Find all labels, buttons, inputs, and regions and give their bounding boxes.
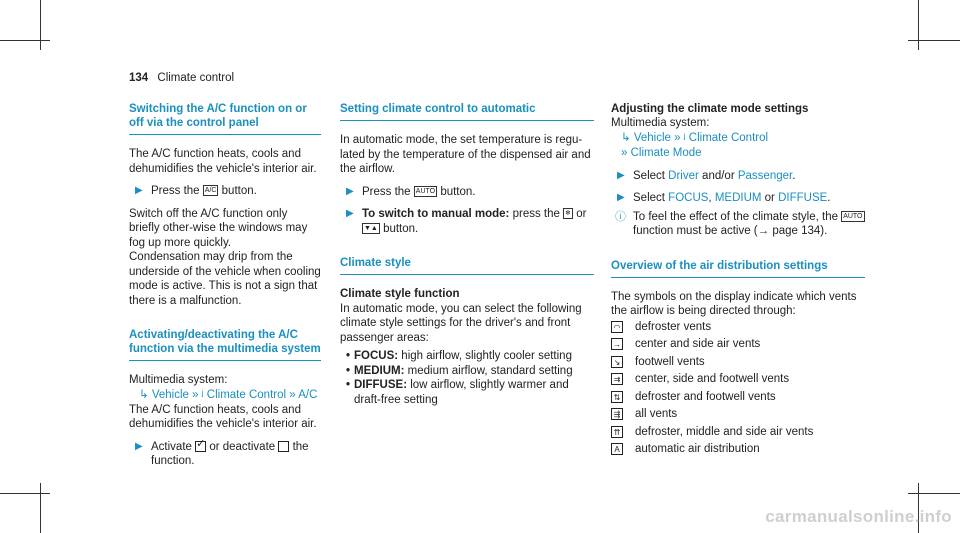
defroster-vents-icon: ◠ (611, 321, 623, 333)
paragraph: Multimedia system: (611, 117, 710, 129)
checkbox-empty-icon (278, 441, 289, 452)
list-item: ◠ defroster vents (611, 319, 865, 337)
step-arrow-icon: ▶ (346, 185, 354, 197)
list-item: ⇉ center, side and footwell vents (611, 371, 865, 389)
center-side-vents-icon: → (613, 340, 621, 349)
instruction-step: ▶ Activate ✓ or deactivate the function. (129, 440, 321, 469)
heading-ac-control-panel: Switching the A/C function on or off via the control panel (129, 102, 321, 135)
crop-mark (0, 40, 50, 41)
heading-climate-mode: Adjusting the climate mode settings (611, 103, 809, 115)
menu-item-vehicle[interactable]: Vehicle (151, 388, 189, 401)
menu-item-ac[interactable]: A/C (298, 388, 318, 401)
list-item: ⇅ defroster and footwell vents (611, 389, 865, 407)
step-arrow-icon: ▶ (346, 208, 354, 219)
option-focus[interactable]: FOCUS (668, 192, 709, 204)
option-diffuse[interactable]: DIFFUSE (778, 192, 828, 204)
fan-off-button-icon: ❄ (565, 210, 571, 218)
menu-path (611, 131, 865, 161)
paragraph: In automatic mode, you can select the following climate style settings for the driver's and front passenger areas: (340, 302, 582, 344)
auto-button-icon: AUTO (415, 187, 436, 195)
instruction-step: ▶ Select Driver and/or Passenger. (611, 169, 865, 184)
subheading-climate-style-function: Climate style function (340, 288, 460, 300)
instruction-step: ▶ To switch to manual mode: press the ❄ or ▼▲ button. (340, 207, 594, 236)
paragraph: Condensation may drip from the underside of the vehicle when cooling mode is active. This is not a sign that there is a malfunction. (129, 251, 321, 307)
step-arrow-icon: ▶ (617, 192, 625, 203)
all-vents-icon: ⇶ (611, 408, 623, 420)
menu-item-climate-mode[interactable]: Climate Mode (630, 146, 702, 159)
symbol-list (611, 319, 865, 459)
step-arrow-icon: ▶ (617, 169, 625, 181)
menu-item-climate-control[interactable]: Climate Control (688, 131, 769, 144)
list-item: ⇶ all vents (611, 406, 865, 424)
automatic-distribution-icon: A (611, 443, 623, 455)
list-item: ↘ footwell vents (611, 354, 865, 372)
list-item: • MEDIUM: medium airflow, standard setting (346, 364, 573, 377)
column-3 (611, 102, 865, 459)
list-item: ⇈ defroster, middle and side air vents (611, 424, 865, 442)
menu-entry-icon: ↳ (139, 388, 149, 401)
option-medium[interactable]: MEDIUM (714, 192, 762, 204)
menu-entry-icon: ↳ (621, 131, 631, 144)
paragraph: Multimedia system: (129, 374, 228, 386)
info-note: ⓘ To feel the effect of the climate style, the AUTO function must be active (→ page 134). (611, 210, 865, 239)
list-item: • FOCUS: high airflow, slightly cooler setting (346, 350, 572, 362)
heading-ac-multimedia: Activating/deactivating the A/C function via the multimedia system (129, 328, 321, 361)
crop-mark (918, 0, 919, 50)
menu-item-vehicle[interactable]: Vehicle (633, 131, 671, 144)
heading-automatic: Setting climate control to automatic (340, 102, 594, 121)
crop-mark (908, 40, 960, 41)
menu-path (129, 388, 321, 403)
watermark: carmanualsonline.info (765, 507, 952, 526)
list-item: A automatic air distribution (611, 441, 865, 459)
climate-seat-icon: ʲ (201, 388, 204, 401)
defroster-footwell-vents-icon: ⇅ (611, 391, 623, 403)
auto-button-icon: AUTO (843, 212, 863, 220)
airflow-up-down-button-icon: ▼▲ (364, 224, 378, 232)
option-driver[interactable]: Driver (668, 169, 699, 182)
climate-seat-icon: ʲ (683, 131, 686, 144)
chevron-right-icon: » (192, 388, 199, 401)
instruction-step: ▶ Press the AUTO button. (340, 185, 594, 200)
climate-style-list (340, 349, 594, 407)
paragraph: The A/C function heats, cools and dehumidifies the vehicle's interior air. (129, 148, 317, 175)
defroster-middle-side-vents-icon: ⇈ (611, 426, 623, 438)
chevron-right-icon: » (674, 131, 681, 144)
crop-mark (40, 483, 41, 533)
paragraph: The A/C function heats, cools and dehumidifies the vehicle's interior air. (129, 403, 317, 430)
instruction-step: ▶ Select FOCUS, MEDIUM or DIFFUSE. (611, 191, 865, 206)
info-icon: ⓘ (615, 210, 626, 223)
footwell-vents-icon: ↘ (611, 356, 623, 368)
chevron-right-icon: » (621, 146, 628, 159)
center-side-footwell-vents-icon: ⇉ (611, 373, 623, 385)
column-1 (129, 102, 321, 469)
crop-mark (40, 0, 41, 50)
heading-climate-style: Climate style (340, 256, 594, 275)
checkbox-checked-icon (195, 441, 206, 452)
list-item: → center and side air vents (613, 338, 761, 350)
crop-mark (908, 493, 960, 494)
paragraph: Switch off the A/C function only briefly other-wise the windows may fog up more quickly. (129, 207, 308, 249)
option-passenger[interactable]: Passenger (737, 169, 793, 182)
instruction-step: ▶ Press the A/C button. (129, 184, 321, 199)
section-title: Climate control (157, 72, 235, 84)
page-number: 134 (129, 72, 149, 84)
step-arrow-icon: ▶ (135, 440, 143, 452)
menu-item-climate-control[interactable]: Climate Control (206, 388, 287, 401)
heading-air-distribution: Overview of the air distribution settings (611, 259, 865, 278)
step-arrow-icon: ▶ (135, 185, 143, 196)
list-item: • DIFFUSE: low airflow, slightly warmer and draft-free setting (346, 379, 569, 406)
crop-mark (0, 493, 50, 494)
paragraph: The symbols on the display indicate which vents the airflow is being directed through: (611, 290, 857, 317)
ac-button-icon: A/C (204, 187, 217, 195)
column-2 (340, 102, 594, 407)
paragraph: In automatic mode, the set temperature is regu-lated by the temperature of the dispensed air and the airflow. (340, 134, 591, 175)
page-header (129, 72, 234, 84)
chevron-right-icon: » (289, 388, 296, 401)
